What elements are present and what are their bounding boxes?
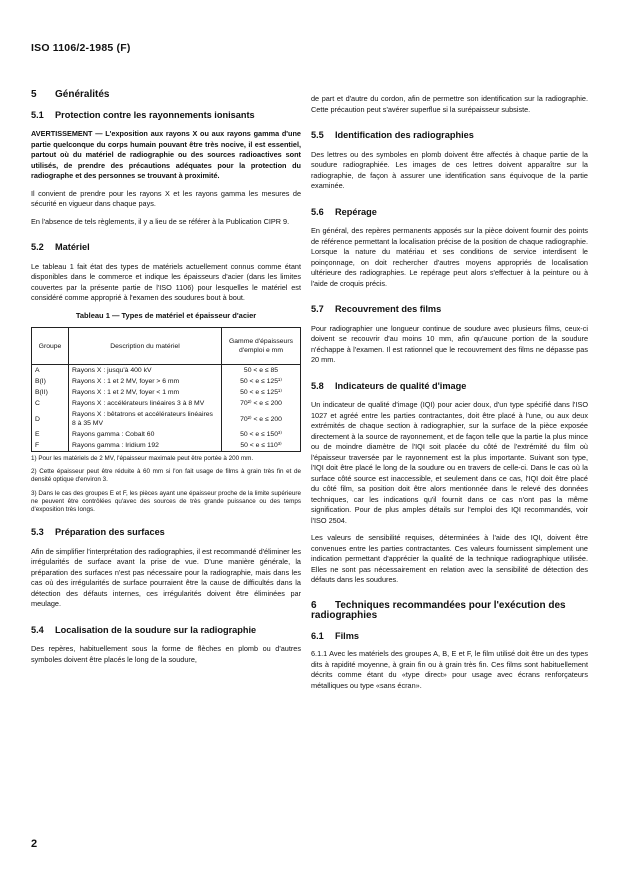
right-column (311, 94, 588, 698)
table-cell: 70²⁾ < e ≤ 200 (222, 398, 301, 409)
paragraph: Il convient de prendre pour les rayons X et les rayons gamma les mesures de sécurité en vigueur dans chaque pays. (31, 188, 301, 208)
paragraph: Les valeurs de sensibilité requises, déterminées à l'aide des IQI, doivent être convenues entre les parties contractantes. Ces valeurs fournissent simplement une indication permettant d'apprécier la qualité de la technique radiographique utilisée. Elles ne sont pas nécessairement en relation avec la sensibilité de détection des défauts dans les soudures. (311, 533, 588, 584)
table-cell: 50 < e ≤ 85 (222, 365, 301, 377)
section-5-2-heading: 5.2 Matériel (31, 242, 90, 252)
page-number: 2 (31, 838, 38, 850)
table-cell: B(I) (32, 376, 69, 387)
table-row (32, 376, 301, 387)
section-5-4-heading: 5.4 Localisation de la soudure sur la radiographie (31, 624, 257, 635)
section-5-heading: 5 Généralités (31, 89, 110, 100)
table-cell: 50 < e ≤ 150³⁾ (222, 429, 301, 440)
table-footnote: 3) Dans le cas des groupes E et F, les pièces ayant une épaisseur proche de la limite supérieure ne peuvent être contrôlées qu'avec des sources de très grande puissance ou des temps d'exposition très longs. (31, 489, 301, 514)
paragraph: Des repères, habituellement sous la forme de flèches en plomb ou d'autres symboles doivent être placés le long de la soudure, (31, 644, 301, 664)
table-cell: 70²⁾ < e ≤ 200 (222, 409, 301, 429)
left-column (31, 90, 301, 672)
paragraph: Des lettres ou des symboles en plomb doivent être affectés à chaque partie de la soudure radiographiée. Les images de ces lettres doivent apparaître sur la radiographie, de façon à assurer une identification sans équivoque de la partie examinée. (311, 149, 588, 190)
section-5-6-heading: 5.6 Repérage (311, 206, 377, 217)
table-cell: A (32, 365, 69, 377)
table-row (32, 440, 301, 452)
paragraph: Afin de simplifier l'interprétation des radiographies, il est recommandé d'éliminer les irrégularités de surface avant la prise de vue. D'une manière générale, la préparation des surfaces n'est pas nécessaire pour la radiographie, mais dans les cas où des irrégularités de surface pourraient être la cause de difficultés dans la détection des défauts internes, ces irrégularités doivent être éliminées par meulage. (31, 546, 301, 609)
table-cell: 50 < e ≤ 125¹⁾ (222, 387, 301, 398)
table-cell: F (32, 440, 69, 452)
section-5-7-heading: 5.7 Recouvrement des films (311, 304, 442, 314)
table-header: Gamme d'épaisseurs d'emploi e mm (222, 328, 301, 365)
section-5-5-heading: 5.5 Identification des radiographies (311, 130, 474, 140)
table-cell: Rayons gamma : Iridium 192 (69, 440, 222, 452)
paragraph: Pour radiographier une longueur continue de soudure avec plusieurs films, ceux-ci doivent se recouvrir d'au moins 10 mm, afin qu'aucune portion de la soudure n'échappe à l'examen. Il est rationnel que le recouvrement des films ne dépasse pas 20 mm. (311, 323, 588, 364)
section-5-3-heading: 5.3 Préparation des surfaces (31, 527, 165, 538)
table-row (32, 429, 301, 440)
table-cell: 50 < e ≤ 125¹⁾ (222, 376, 301, 387)
table-row (32, 409, 301, 429)
table-cell: D (32, 409, 69, 429)
equipment-table (31, 327, 301, 452)
table-row (32, 398, 301, 409)
table-footnote: 2) Cette épaisseur peut être réduite à 60 mm si l'on fait usage de films à grain très fin et de densité optique d'environ 3. (31, 468, 301, 484)
table-row (32, 365, 301, 377)
section-6-1-heading: 6.1 Films (311, 630, 359, 641)
table-cell: Rayons X : 1 et 2 MV, foyer > 6 mm (69, 376, 222, 387)
warning-paragraph: AVERTISSEMENT — L'exposition aux rayons X ou aux rayons gamma d'une partie quelconque du corps humain pouvant être très nocive, il est essentiel, partout où du matériel de radiographie ou des sources radioactives sont utilisés, de prendre des précautions adéquates pour la protection du radiographe et des personnes se trouvant à proximité. (31, 129, 301, 180)
table-footnote: 1) Pour les matériels de 2 MV, l'épaisseur maximale peut être portée à 200 mm. (31, 455, 254, 462)
table-cell: B(II) (32, 387, 69, 398)
paragraph: En général, des repères permanents apposés sur la pièce doivent fournir des points de référence permettant la localisation précise de la position de chaque radiographie. Lorsque la nature du matériau et ses conditions de service interdisent le poinçonnage, on doit rechercher d'autres moyens appropriés de localisation ultérieure des radiographies. Le repérage peut alors s'effectuer à la peinture ou à l'aide de croquis précis. (311, 226, 588, 288)
table-cell: Rayons X : bêtatrons et accélérateurs linéaires 8 à 35 MV (69, 409, 222, 429)
paragraph: Un indicateur de qualité d'image (IQI) pour acier doux, d'un type spécifié dans l'ISO 1027 et agréé entre les parties contractantes, doit être placé à l'une, ou aux deux extrémités de chaque section à radiographier, sur la surface de la pièce exposée directement à la source de rayonnement, et de façon telle que la partie la plus mince ou de moindre diamètre de l'IQI soit placée du côté de l'extrémité du film où l'épaisseur traversée par le rayonnement est la plus importante. Suivant son type, l'IQI doit être placé le long de la soudure ou en travers de celle-ci. Dans le cas où la surface côté source est inaccessible, et seulement dans ce cas, l'IQI doit être placé du côté film, sa position doit être alors mentionnée dans le relevé des données techniques, car les indications qu'il fournit dans ce cas n'ont pas la même signification. Pour de plus amples détails sur l'emploi des IQI recommandés, voir l'ISO 2504. (311, 400, 588, 525)
section-6-heading: 6 Techniques recommandées pour l'exécution des radiographies (311, 599, 566, 621)
table-cell: C (32, 398, 69, 409)
paragraph: Le tableau 1 fait état des types de matériels actuellement connus comme étant disponibles dans le commerce et indique les épaisseurs d'acier (dans les limites couvertes par la présente partie de l'ISO 1106) pour lesquelles le matériel est considéré comme approprié à l'examen des soudures bout à bout. (31, 261, 301, 302)
table-header: Description du matériel (69, 328, 222, 365)
paragraph: En l'absence de tels règlements, il y a lieu de se référer à la Publication CIPR 9. (31, 216, 290, 226)
table-row (32, 387, 301, 398)
table-cell: Rayons X : accélérateurs linéaires 3 à 8 MV (69, 398, 222, 409)
table-cell: E (32, 429, 69, 440)
paragraph: 6.1.1 Avec les matériels des groupes A, B, E et F, le film utilisé doit être un des types dits à rapidité moyenne, à grain fin ou à grain très fin. Ces films sont habituellement décrits comme étant du «type direct» pour usage avec écrans renforçateurs métalliques ou type «sans écran». (311, 649, 588, 690)
table-header-row (32, 328, 301, 365)
document-header: ISO 1106/2-1985 (F) (31, 42, 131, 54)
table-cell: Rayons gamma : Cobalt 60 (69, 429, 222, 440)
section-5-1-heading: 5.1 Protection contre les rayonnements ionisants (31, 109, 255, 120)
table-cell: 50 < e ≤ 110³⁾ (222, 440, 301, 452)
table-header: Groupe (32, 328, 69, 365)
table-caption: Tableau 1 — Types de matériel et épaisseur d'acier (75, 310, 257, 320)
section-5-8-heading: 5.8 Indicateurs de qualité d'image (311, 380, 467, 391)
paragraph: de part et d'autre du cordon, afin de permettre son identification sur la radiographie. Cette précaution peut s'avérer superflue si la surépaisseur subsiste. (311, 94, 588, 114)
table-cell: Rayons X : 1 et 2 MV, foyer < 1 mm (69, 387, 222, 398)
table-cell: Rayons X : jusqu'à 400 kV (69, 365, 222, 377)
